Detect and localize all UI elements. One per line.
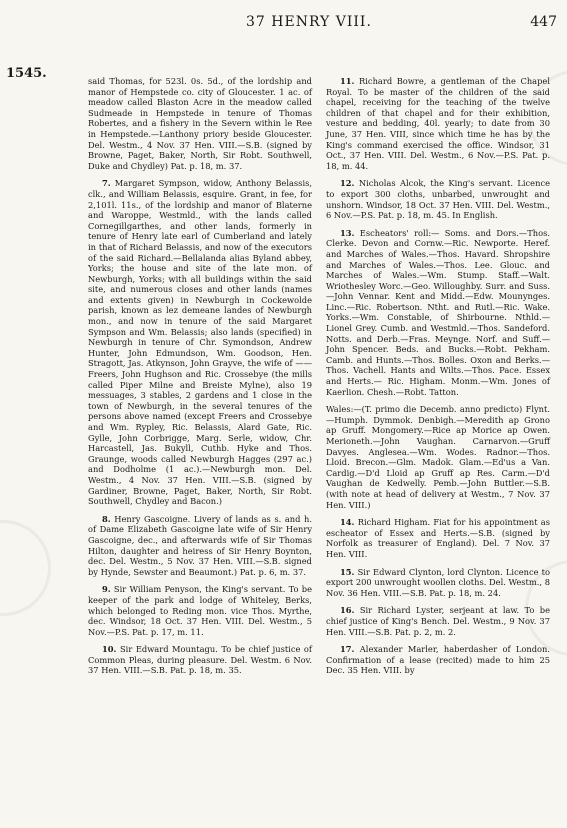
entry-text: Escheators' roll:— Soms. and Dors.—Thos. Clerke. Devon and Cornw.—Ric. Newporte. Heref. and Marches of Wales.—Thos. Havard. Shropshire and Marches of Wales.—Thos. Lee. Glouc. and Marches of Wales.—Wm. Stump. Staff.—Walt. Wriothesley Worc.—Geo. Willoughby. Surr. and Suss.—John Vennar. Kent and Midd.—Edw. Mounynges. Linc.—Ric. Robertson. Ntht. and Rutl.—Ric. Wake. Yorks.—Wm. Constable, of Shirbourne. Nthld.—Lionel Grey. Cumb. and Westmld.—Thos. Sandeford. Notts. and Derb.—Fras. Meynge. Norf. and Suff.—John Spencer. Beds. and Bucks.—Robt. Pekham. Camb. and Hunts.—Thos. Bolles. Oxon and Berks.—Thos. Vachell. Hants and Wilts.—Thos. Pace. Essex and Herts.— Ric. Higham. Monm.—Wm. Jones of Kaerlion. Chesh.—Robt. Tatton. <box>326 227 550 397</box>
right-column <box>326 76 550 683</box>
entry-text: Sir Richard Lyster, serjeant at law. To be chief justice of King's Bench. Del. Westm., 9 Nov. 37 Hen. VIII.—S.B. Pat. p. 2, m. 2. <box>326 605 551 637</box>
entry-text: Sir Edward Mountagu. To be chief justice of Common Pleas, during pleasure. Del. Westm. 6 Nov. 37 Hen. VIII.—S.B. Pat. p. 18, m. 35. <box>88 644 312 676</box>
entry-number: 14. <box>340 517 355 528</box>
calendar-entry <box>326 76 550 171</box>
entry-text: Alexander Marler, haberdasher of London. Confirmation of a lease (recited) made to him 25 Dec. 35 Hen. VIII. by <box>326 644 550 676</box>
entry-text: Sir Edward Clynton, lord Clynton. Licence to export 200 unwrought woollen cloths. Del. Westm., 8 Nov. 36 Hen. VIII.—S.B. Pat. p. 18, m. 24. <box>326 566 551 598</box>
entry-number: 12. <box>340 178 355 189</box>
entry-text: Richard Higham. Fiat for his appointment as escheator of Essex and Herts.—S.B. (signed by Norfolk as treasurer of England). Del. 7 Nov. 37 Hen. VIII. <box>326 517 551 559</box>
calendar-entry <box>88 76 312 171</box>
page-number: 447 <box>530 14 557 30</box>
page-header <box>0 14 567 34</box>
calendar-entry <box>326 228 550 398</box>
watermark-seal <box>0 520 51 616</box>
calendar-entry <box>326 404 550 510</box>
year-label: 1545. <box>6 66 47 81</box>
entry-text: Richard Bowre, a gentleman of the Chapel Royal. To be master of the children of the said chapel, receiving for the teaching of the twelve children of that chapel and for their exhibition, vesture and bedding, 40l. yearly; to date from 30 June, 37 Hen. VIII, since which time he has by the King's command exercised the office. Windsor, 31 Oct., 37 Hen. VIII. Del. Westm., 6 Nov.—P.S. Pat. p. 18, m. 44. <box>326 76 550 171</box>
entry-number: 15. <box>340 566 355 577</box>
entry-number: 8. <box>102 513 111 524</box>
entry-number: 11. <box>340 76 355 86</box>
entry-number: 10. <box>102 644 117 655</box>
entry-number: 16. <box>340 605 355 616</box>
calendar-entry <box>326 517 550 559</box>
calendar-entry <box>88 644 312 676</box>
entry-number: 13. <box>340 227 355 238</box>
entry-text: said Thomas, for 523l. 0s. 5d., of the lordship and manor of Hempstede co. city of Gloucester. 1 ac. of meadow called Blaston Acre in the meadow called Sudmeade in Hempstede in tenure of Thomas Robertes, and a fishery in the Severn within le Ree in Hempstede.—Lanthony priory beside Gloucester. Del. Westm., 4 Nov. 37 Hen. VIII.—S.B. (signed by Browne, Paget, Baker, North, Sir Robt. Southwell, Duke and Chydley) Pat. p. 18, m. 37. <box>88 76 312 171</box>
entry-text: Henry Gascoigne. Livery of lands as s. and h. of Dame Elizabeth Gascoigne late wife of Sir Henry Gascoigne, dec., and afterwards wife of Sir Thomas Hilton, daughter and heiress of Sir Henry Boynton, dec. Del. Westm., 5 Nov. 37 Hen. VIII.—S.B. signed by Hynde, Sewster and Beaumont.) Pat. p. 6, m. 37. <box>88 513 312 577</box>
calendar-entry <box>326 178 550 220</box>
calendar-entry <box>326 567 550 599</box>
calendar-entry <box>326 644 550 676</box>
running-title: 37 HENRY VIII. <box>246 14 372 30</box>
entry-text: Nicholas Alcok, the King's servant. Licence to export 300 cloths, unbarbed, unwrought and unshorn. Windsor, 18 Oct. 37 Hen. VIII. Del. Westm., 6 Nov.—P.S. Pat. p. 18, m. 45. In English. <box>326 178 550 221</box>
entry-number: 7. <box>102 178 111 189</box>
entry-number: 17. <box>340 644 355 655</box>
calendar-entry <box>326 605 550 637</box>
calendar-entry <box>88 178 312 506</box>
entry-text: Wales:—(T. primo die Decemb. anno predicto) Flynt.—Humph. Dymmok. Denbigh.—Meredith ap Grono ap Gruff. Mongomery.—Rice ap Morice ap Owen. Merioneth.—John Vaughan. Carnarvon.—Gruff Davyes. Anglesea.—Wm. Wodes. Radnor.—Thos. Lloid. Brecon.—Glm. Madok. Glam.—Ed'us a Van. Cardig.—D'd Lloid ap Gruff ap Res. Carm.—D'd Vaughan de Kedwelly. Pemb.—John Buttler.—S.B. (with note at head of delivery at Westm., 7 Nov. 37 Hen. VIII.) <box>326 404 550 510</box>
calendar-entry <box>88 514 312 578</box>
entry-text: Margaret Sympson, widow, Anthony Belassis, clk., and William Belassis, esquire. Grant, in fee, for 2,101l. 11s., of the lordship and manor of Blaterne and Waroppe, Westmld., with the lands called Cornegillgarthes, and other lands, formerly in tenure of Henry late earl of Cumberland and lately in that of Richard Belassis, and now of the executors of the said Richard.—Bellalanda alias Byland abbey, Yorks; the house and site of the late mon. of Newburgh, Yorks; with all buildings within the said site, and numerous closes and other lands (names and extents given) in Newburgh in Cockewolde parish, known as lez demeane landes of Newburgh mon., and now in tenure of the said Margaret Sympson and Wm. Belassis; also lands (specified) in Newburgh in tenure of Chr. Symondson, Andrew Hunter, John Edmundson, Wm. Goodson, Hen. Stragott, Jas. Atkynson, John Grayve, the wife of —— Freers, John Hughson and Ric. Crossebye (the mills called Piper Milne and Breiste Mylne), also 19 messuages, 3 stables, 2 gardens and 1 close in the town of Newburgh, in the several tenures of the persons above named (except Freers and Crossebye and Wm. Rypley, Ric. Belassis, Alard Gate, Ric. Gylle, John Corbrigge, Marg. Serle, widow, Chr. Harcastell, Jas. Bukyll, Cuthb. Hyke and Thos. Graunge, woods called Newburgh Hagges (297 ac.) and Dodholme (1 ac.).—Newburgh mon. Del. Westm., 4 Nov. 37 Hen. VIII.—S.B. (signed by Gardiner, Browne, Paget, Baker, North, Sir Robt. Southwell, Chydley and Bacon.) <box>88 178 312 507</box>
entry-number: 9. <box>102 584 111 595</box>
calendar-entry <box>88 584 312 637</box>
left-column <box>88 76 312 683</box>
entry-text: Sir William Penyson, the King's servant. To be keeper of the park and lodge of Whiteley, Berks, which belonged to Reding mon. vice Thos. Myrthe, dec. Windsor, 18 Oct. 37 Hen. VIII. Del. Westm., 5 Nov.—P.S. Pat. p. 17, m. 11. <box>88 584 312 637</box>
